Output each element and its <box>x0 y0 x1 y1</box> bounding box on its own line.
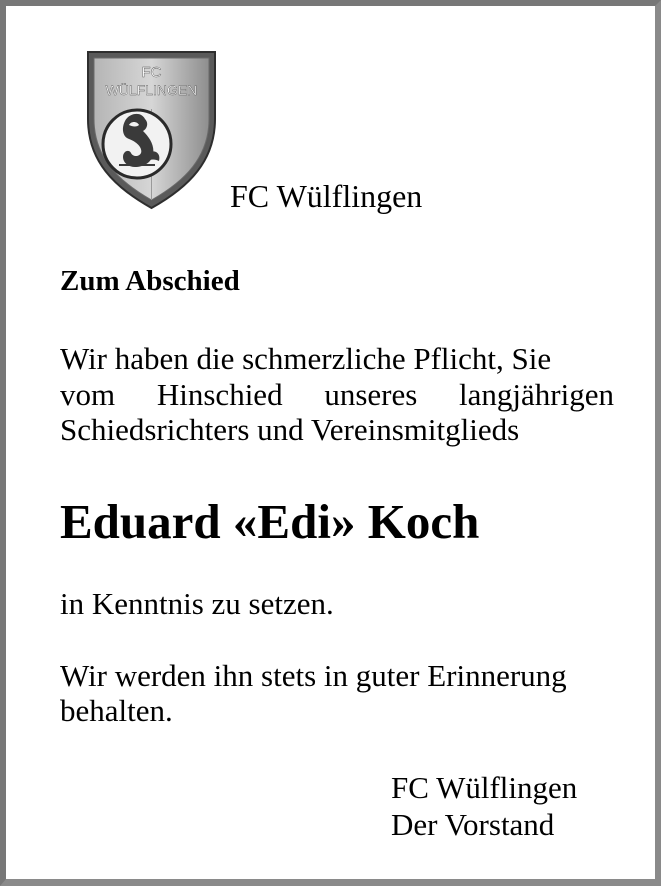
header-club-name: FC Wülflingen <box>230 178 423 214</box>
intro-paragraph <box>60 341 614 448</box>
crest-text-fc: FC <box>141 64 162 81</box>
club-crest-logo <box>85 49 218 211</box>
intro-line: Schiedsrichters und Vereinsmitglieds <box>60 412 520 447</box>
notice-heading: Zum Abschied <box>60 265 240 297</box>
intro-line: Wir haben die schmerzliche Pflicht, Sie <box>60 341 552 376</box>
memory-line: behalten. <box>60 693 173 728</box>
notify-line: in Kenntnis zu setzen. <box>60 586 334 621</box>
intro-line: vom Hinschied unseres langjährigen <box>60 376 614 412</box>
crest-text-club: WÜLFLINGEN <box>105 82 198 98</box>
memory-paragraph <box>60 658 567 728</box>
memory-line: Wir werden ihn stets in guter Erinnerung <box>60 658 567 693</box>
deceased-name: Eduard «Edi» Koch <box>60 494 480 549</box>
shield-icon <box>85 49 218 211</box>
signature-board: Der Vorstand <box>391 807 555 842</box>
signature-block <box>391 769 577 843</box>
signature-club: FC Wülflingen <box>391 770 578 805</box>
